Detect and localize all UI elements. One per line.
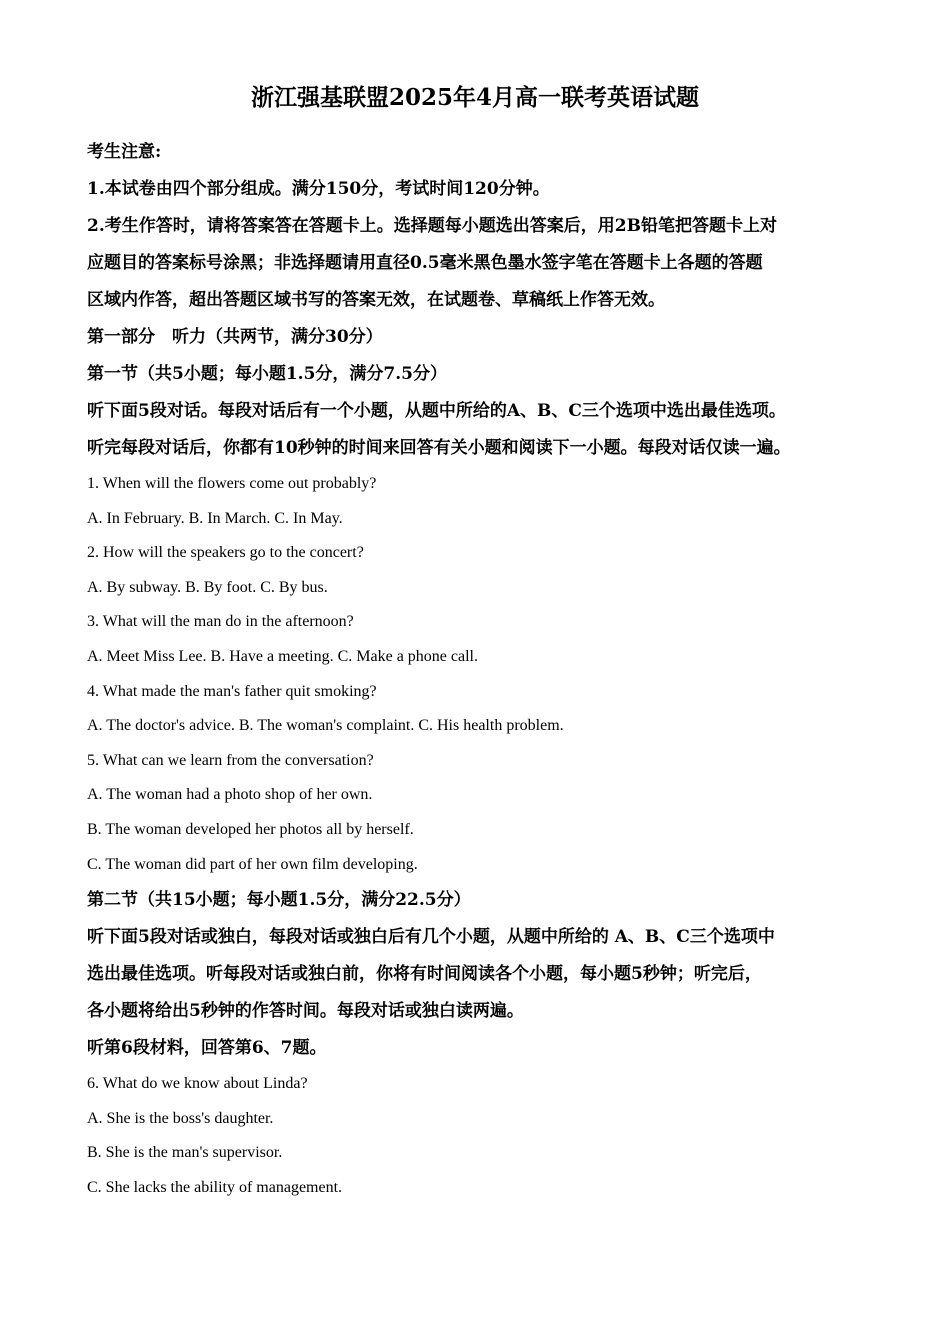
question-1-options: A. In February. B. In March. C. In May. xyxy=(87,509,343,527)
question-6: 6. What do we know about Linda? xyxy=(87,1075,308,1093)
section2-instructions-line-2: 选出最佳选项。听每段对话或独白前，你将有时间阅读各个小题，每小题5秒钟；听完后， xyxy=(87,964,762,985)
question-5-option-c: C. The woman did part of her own film developing. xyxy=(87,855,418,873)
section2-heading: 第二节（共15小题；每小题1.5分，满分22.5分） xyxy=(87,890,471,911)
question-6-option-c: C. She lacks the ability of management. xyxy=(87,1178,343,1196)
question-4: 4. What made the man's father quit smoking? xyxy=(87,682,377,700)
question-2-options: A. By subway. B. By foot. C. By bus. xyxy=(87,578,328,596)
section1-heading: 第一节（共5小题；每小题1.5分，满分7.5分） xyxy=(87,364,447,384)
section1-instructions-line-2: 听完每段对话后，你都有10秒钟的时间来回答有关小题和阅读下一小题。每段对话仅读一遍。 xyxy=(87,438,791,458)
part1-heading: 第一部分 听力（共两节，满分30分） xyxy=(87,327,383,347)
section1-instructions-line-1: 听下面5段对话。每段对话后有一个小题，从题中所给的A、B、C三个选项中选出最佳选项。 xyxy=(87,401,786,421)
section2-instructions-line-3: 各小题将给出5秒钟的作答时间。每段对话或独白读两遍。 xyxy=(87,1001,524,1022)
notice-item-2-line-1: 2.考生作答时，请将答案答在答题卡上。选择题每小题选出答案后，用2B铅笔把答题卡上对 xyxy=(87,216,777,236)
notice-item-2-line-2: 应题目的答案标号涂黑；非选择题请用直径0.5毫米黑色墨水签字笔在答题卡上各题的答题 xyxy=(87,253,763,273)
question-6-option-a: A. She is the boss's daughter. xyxy=(87,1109,274,1127)
material-6-heading: 听第6段材料，回答第6、7题。 xyxy=(87,1038,327,1059)
notice-heading: 考生注意: xyxy=(87,142,162,162)
question-4-options: A. The doctor's advice. B. The woman's complaint. C. His health problem. xyxy=(87,717,564,735)
question-1: 1. When will the flowers come out probably? xyxy=(87,475,377,492)
notice-item-1: 1.本试卷由四个部分组成。满分150分，考试时间120分钟。 xyxy=(87,179,550,199)
question-3-options: A. Meet Miss Lee. B. Have a meeting. C. Make a phone call. xyxy=(87,647,478,665)
question-6-option-b: B. She is the man's supervisor. xyxy=(87,1144,283,1162)
question-5: 5. What can we learn from the conversation? xyxy=(87,751,374,769)
section2-instructions-line-1: 听下面5段对话或独白，每段对话或独白后有几个小题，从题中所给的 A、B、C三个选项中 xyxy=(87,927,775,948)
question-2: 2. How will the speakers go to the concert? xyxy=(87,544,364,562)
question-5-option-a: A. The woman had a photo shop of her own. xyxy=(87,786,373,804)
question-5-option-b: B. The woman developed her photos all by herself. xyxy=(87,820,414,838)
question-3: 3. What will the man do in the afternoon? xyxy=(87,613,354,631)
page-title: 浙江强基联盟2025年4月高一联考英语试题 xyxy=(250,84,700,111)
exam-content xyxy=(87,134,887,1206)
notice-item-2-line-3: 区域内作答，超出答题区域书写的答案无效，在试题卷、草稿纸上作答无效。 xyxy=(87,290,665,310)
